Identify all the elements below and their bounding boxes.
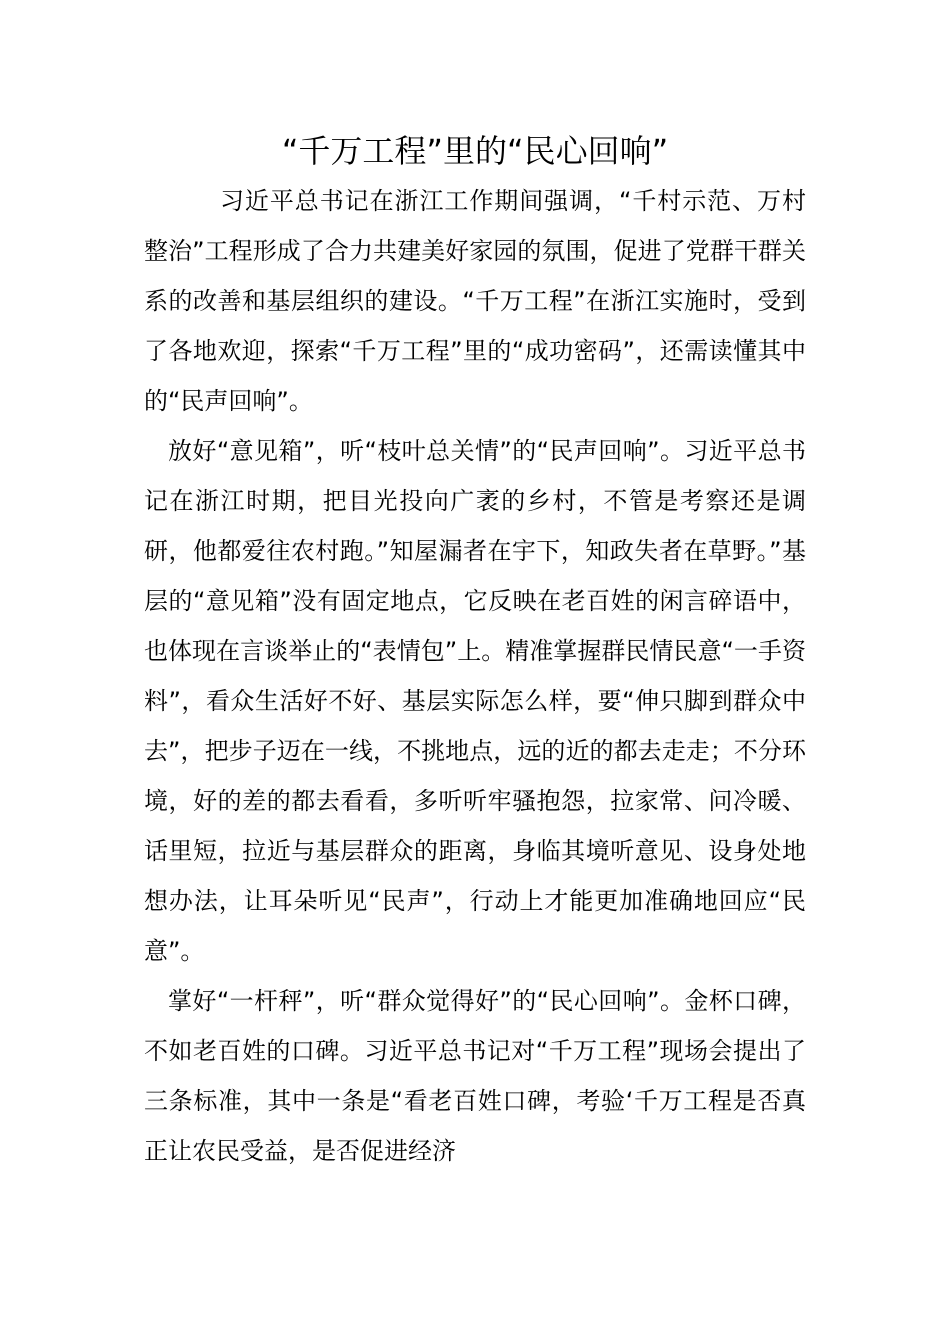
document-title: “千万工程”里的“民心回响”: [281, 132, 669, 170]
paragraph-opinion-box: 放好“意见箱”，听“枝叶总关情”的“民声回响”。习近平总书记在浙江时期，把目光投向广袤的乡村，不管是考察还是调研，他都爱往农村跑。”知屋漏者在宇下，知政失者在草野。”基层的“意见箱”没有固定地点，它反映在老百姓的闲言碎语中，也体现在言谈举止的“表情包”上。精准掌握群民情民意“一手资料”，看众生活好不好、基层实际怎么样，要“伸只脚到群众中去”，把步子迈在一线，不挑地点，远的近的都去走走；不分环境，好的差的都去看看，多听听牢骚抱怨，拉家常、问冷暖、话里短，拉近与基层群众的距离，身临其境听意见、设身处地想办法，让耳朵听见“民声”，行动上才能更加准确地回应“民意”。: [144, 437, 806, 965]
paragraph-scale: 掌好“一杆秤”，听“群众觉得好”的“民心回响”。金杯口碑，不如老百姓的口碑。习近平总书记对“千万工程”现场会提出了三条标准，其中一条是“看老百姓口碑，考验‘千万工程是否真正让农民受益，是否促进经济: [144, 987, 806, 1165]
document-body: [144, 176, 806, 1176]
paragraph-intro: 习近平总书记在浙江工作期间强调，“千村示范、万村整治”工程形成了合力共建美好家园的氛围，促进了党群干群关系的改善和基层组织的建设。“千万工程”在浙江实施时，受到了各地欢迎，探索“千万工程”里的“成功密码”，还需读懂其中的“民声回响”。: [144, 187, 806, 415]
